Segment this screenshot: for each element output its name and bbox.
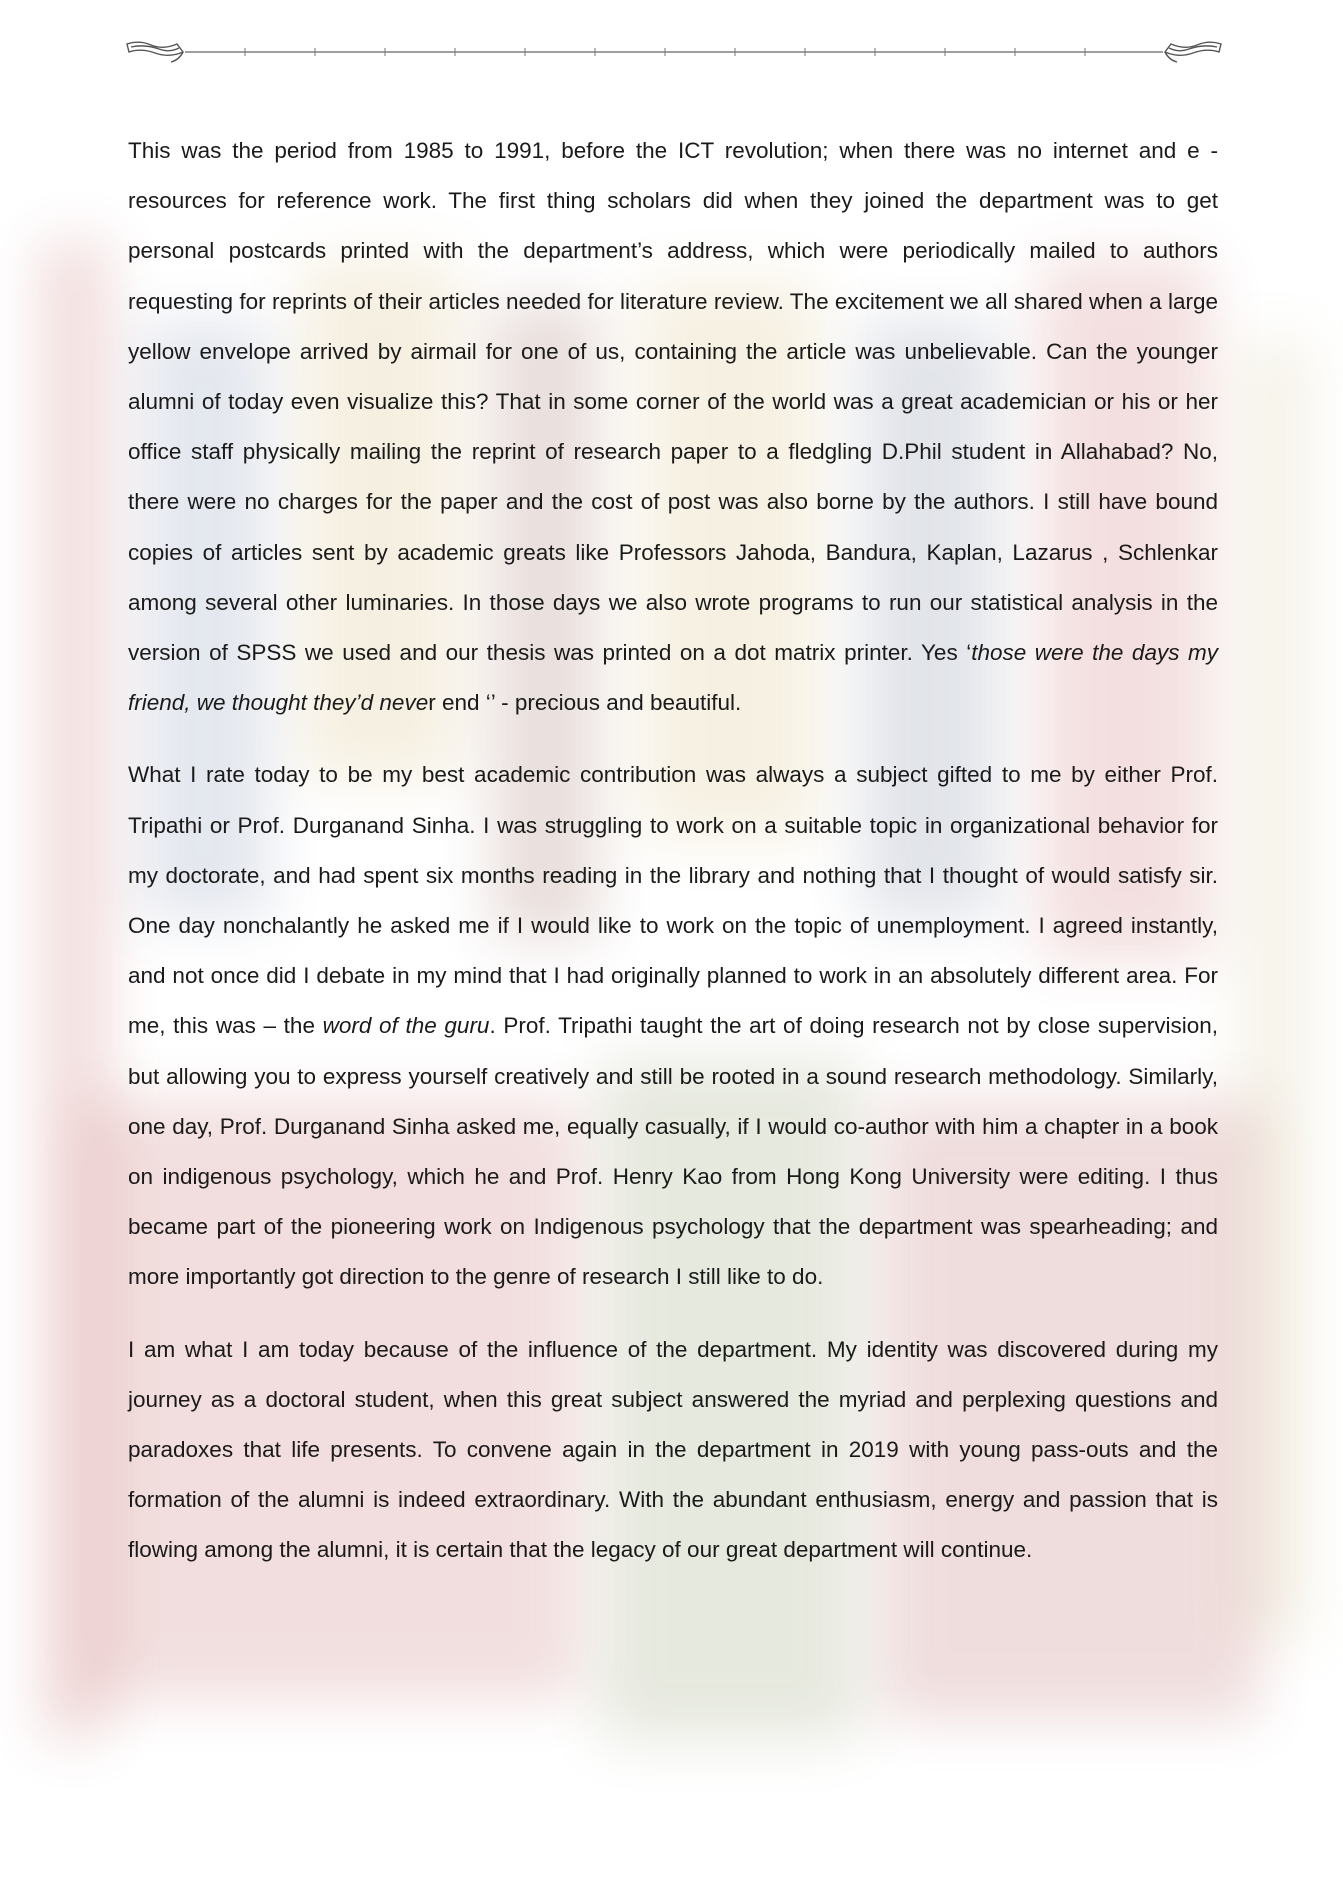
paragraph-reprints: This was the period from 1985 to 1991, before the ICT revolution; when there was no internet and e - resources for reference work. The first thing scholars did when they joined the department was to get personal postcards printed with the department’s address, which were periodically mailed to authors requesting for reprints of their articles needed for literature review. The excitement we all shared when a large yellow envelope arrived by airmail for one of us, containing the article was unbelievable. Can the younger alumni of today even visualize this? That in some corner of the world was a great academician or his or her office staff physically mailing the reprint of research paper to a fledgling D.Phil student in Allahabad? No, there were no charges for the paper and the cost of post was also borne by the authors. I still have bound copies of articles sent by academic greats like Professors Jahoda, Bandura, Kaplan, Lazarus , Schlenkar among several other luminaries. In those days we also wrote programs to run our statistical analysis in the version of SPSS we used and our thesis was printed on a dot matrix printer. Yes ‘those were the days my friend, we thought they’d never end ‘’ - precious and beautiful. <box>128 138 1218 716</box>
article-body <box>128 126 1218 1598</box>
song-lyric-quote: those were the days my friend, we thought they’d neve <box>128 640 1218 716</box>
right-scroll-ornament <box>1165 42 1221 62</box>
paragraph-academic-contribution: What I rate today to be my best academic contribution was always a subject gifted to me by either Prof. Tripathi or Prof. Durganand Sinha. I was struggling to work on a suitable topic in organizational behavior for my doctorate, and had spent six months reading in the library and nothing that I thought of would satisfy sir. One day nonchalantly he asked me if I would like to work on the topic of unemployment. I agreed instantly, and not once did I debate in my mind that I had originally planned to work in an absolutely different area. For me, this was – the word of the guru. Prof. Tripathi taught the art of doing research not by close supervision, but allowing you to express yourself creatively and still be rooted in a sound research methodology. Similarly, one day, Prof. Durganand Sinha asked me, equally casually, if I would co-author with him a chapter in a book on indigenous psychology, which he and Prof. Henry Kao from Hong Kong University were editing. I thus became part of the pioneering work on Indigenous psychology that the department was spearheading; and more importantly got direction to the genre of research I still like to do. <box>128 762 1218 1290</box>
paragraph-identity: I am what I am today because of the influence of the department. My identity was discovered during my journey as a doctoral student, when this great subject answered the myriad and perplexing questions and paradoxes that life presents. To convene again in the department in 2019 with young pass-outs and the formation of the alumni is indeed extraordinary. With the abundant enthusiasm, energy and passion that is flowing among the alumni, it is certain that the legacy of our great department will continue. <box>128 1336 1218 1563</box>
word-of-guru-phrase: word of the guru <box>322 1013 490 1039</box>
left-scroll-ornament <box>127 42 183 62</box>
header-decorative-rule <box>125 38 1223 68</box>
